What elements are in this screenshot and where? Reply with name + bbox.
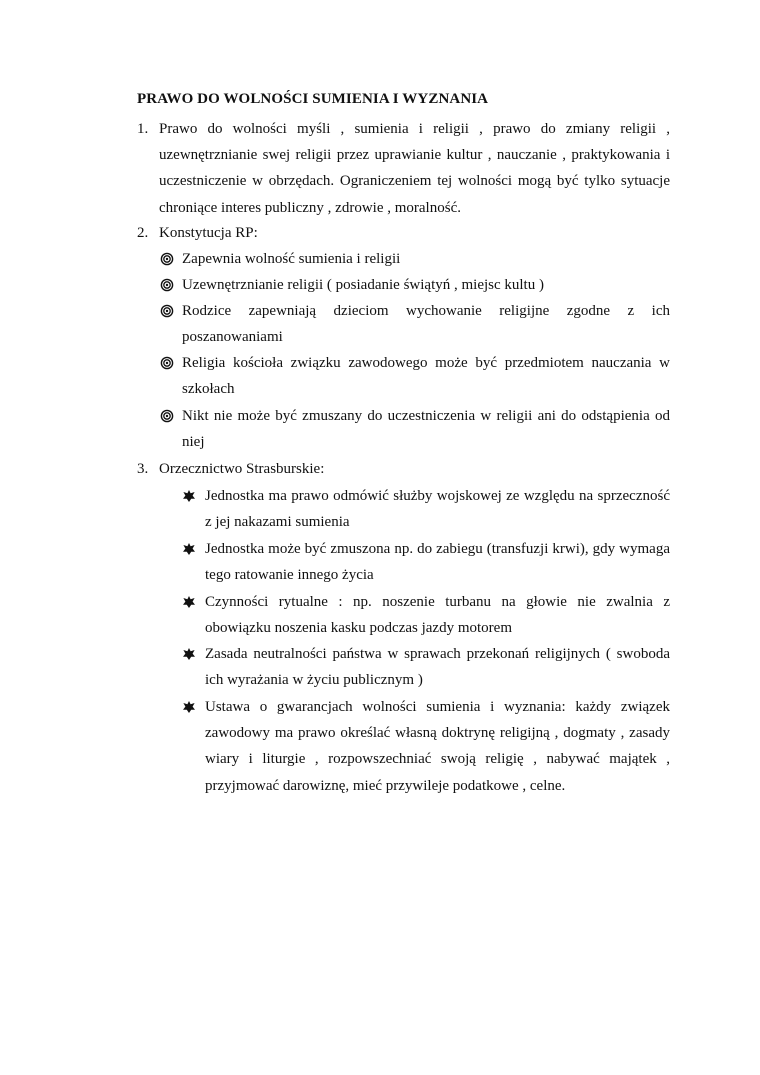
section-number: 2. — [137, 225, 149, 241]
list-item-text: Zapewnia wolność sumienia i religii — [182, 251, 401, 267]
section-1 — [137, 116, 670, 221]
circle-bullet-icon — [160, 409, 174, 423]
list-item-text: Jednostka ma prawo odmówić służby wojskowej ze względu na sprzeczność z jej nakazami sumienia — [205, 488, 670, 531]
section-number: 3. — [137, 461, 149, 477]
circle-bullet-icon — [160, 304, 174, 318]
section-heading: Konstytucja RP: — [159, 225, 258, 241]
list-item — [182, 483, 670, 535]
list-item-text: Zasada neutralności państwa w sprawach przekonań religijnych ( swoboda ich wyrażania w życiu publicznym ) — [205, 646, 670, 689]
list-item — [160, 350, 670, 402]
list-item-text: Uzewnętrznianie religii ( posiadanie świątyń , miejsc kultu ) — [182, 277, 544, 293]
document-title: PRAWO DO WOLNOŚCI SUMIENIA I WYZNANIA — [137, 91, 489, 107]
list-item — [160, 298, 670, 350]
list-item-text: Ustawa o gwarancjach wolności sumienia i wyznania: każdy związek zawodowy ma prawo określać własną doktrynę religijną , dogmaty , zasady wiary i liturgie , rozpowszechniać swoją religię , nabywać majątek , przyjmować darowiznę, mieć przywileje podatkowe , celne. — [205, 699, 670, 794]
list-item-text: Nikt nie może być zmuszany do uczestniczenia w religii ani do odstąpienia od niej — [182, 408, 670, 451]
list-item — [182, 589, 670, 641]
star-bullet-icon — [182, 489, 196, 503]
circle-bullet-icon — [160, 252, 174, 266]
list-item — [182, 536, 670, 588]
list-item — [160, 246, 670, 272]
circle-bullet-icon — [160, 278, 174, 292]
star-bullet-icon — [182, 542, 196, 556]
list-item-text: Religia kościoła związku zawodowego może być przedmiotem nauczania w szkołach — [182, 355, 670, 398]
list-item — [160, 272, 670, 298]
circle-bullet-icon — [160, 356, 174, 370]
list-item — [160, 403, 670, 455]
star-bullet-icon — [182, 647, 196, 661]
section-3 — [137, 456, 670, 482]
section-heading: Orzecznictwo Strasburskie: — [159, 461, 325, 477]
section-number: 1. — [137, 121, 149, 137]
section-text: Prawo do wolności myśli , sumienia i religii , prawo do zmiany religii , uzewnętrznianie swej religii przez uprawianie kultur , nauczanie , praktykowania i uczestniczenie w obrzędach. Ograniczeniem tej wolności mogą być tylko sytuacje chroniące interes publiczny , zdrowie , moralność. — [159, 121, 670, 216]
list-item — [182, 641, 670, 693]
list-item-text: Rodzice zapewniają dzieciom wychowanie religijne zgodne z ich poszanowaniami — [182, 303, 670, 346]
list-item-text: Jednostka może być zmuszona np. do zabiegu (transfuzji krwi), gdy wymaga tego ratowanie innego życia — [205, 541, 670, 584]
section-2 — [137, 220, 670, 246]
star-bullet-icon — [182, 700, 196, 714]
star-bullet-icon — [182, 595, 196, 609]
list-item — [182, 694, 670, 799]
list-item-text: Czynności rytualne : np. noszenie turbanu na głowie nie zwalnia z obowiązku noszenia kasku podczas jazdy motorem — [205, 594, 670, 637]
